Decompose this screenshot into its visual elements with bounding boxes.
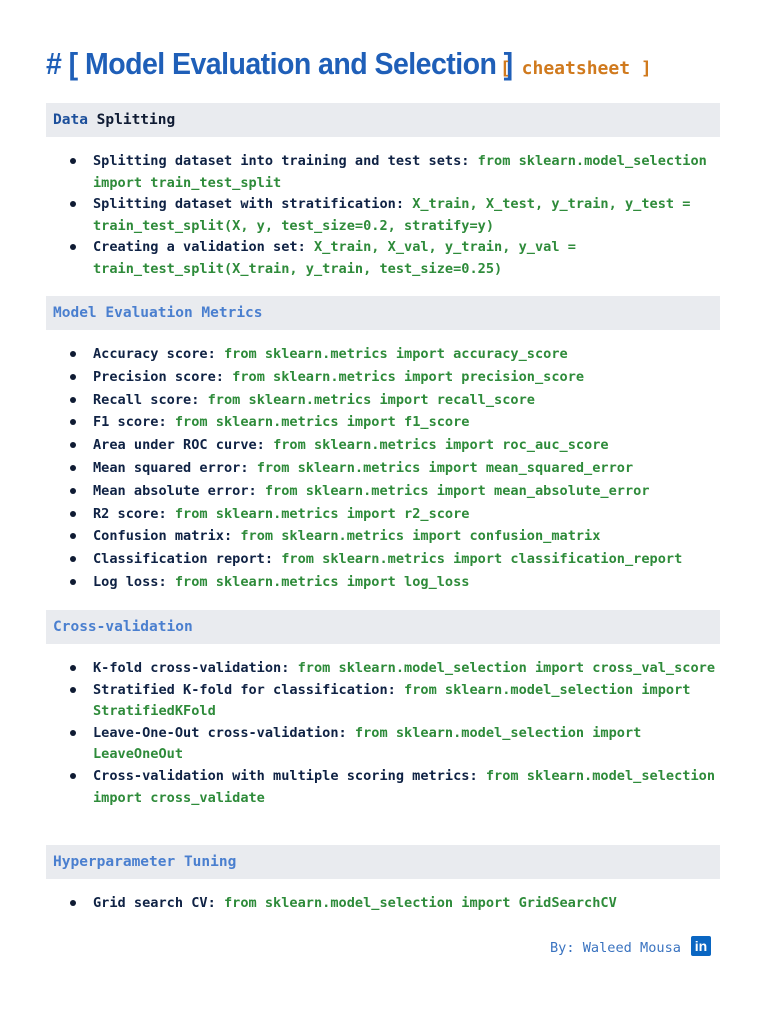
item-label: Splitting dataset into training and test sets: bbox=[93, 153, 470, 169]
bullet-icon bbox=[70, 442, 76, 448]
item-code: from sklearn.metrics import classification_report bbox=[281, 551, 683, 568]
list-item bbox=[0, 194, 768, 237]
section-heading: Model Evaluation Metrics bbox=[53, 305, 263, 321]
list-item bbox=[0, 389, 768, 412]
page-title: # [ Model Evaluation and Selection ] bbox=[46, 46, 513, 81]
item-code: X_train, X_val, y_train, y_val = train_test_split(X_train, y_train, test_size=0.25) bbox=[93, 239, 576, 277]
item-code: from sklearn.metrics import mean_absolute_error bbox=[264, 482, 650, 499]
bullet-icon bbox=[70, 900, 76, 906]
list-item bbox=[0, 237, 768, 280]
bullet-icon bbox=[70, 201, 76, 207]
item-label: Splitting dataset with stratification: bbox=[93, 196, 404, 213]
bullet-icon bbox=[70, 511, 76, 517]
list-item bbox=[0, 151, 768, 194]
bullet-icon bbox=[70, 374, 76, 380]
item-code: from sklearn.model_selection import GridSearchCV bbox=[223, 895, 617, 911]
metrics-list bbox=[0, 343, 768, 594]
section-heading-first-word: Data bbox=[53, 112, 88, 128]
item-label: Leave-One-Out cross-validation: bbox=[93, 724, 347, 741]
list-item bbox=[0, 343, 768, 366]
list-item bbox=[0, 548, 768, 571]
item-label: F1 score: bbox=[93, 414, 167, 431]
list-item bbox=[0, 766, 768, 809]
item-label: Confusion matrix: bbox=[93, 528, 233, 545]
author-credit: By: Waleed Mousa bbox=[550, 940, 681, 956]
cross-validation-list bbox=[0, 658, 768, 809]
bullet-icon bbox=[70, 465, 76, 471]
item-code: from sklearn.metrics import precision_score bbox=[232, 368, 585, 385]
list-item bbox=[0, 658, 768, 680]
list-item bbox=[0, 480, 768, 503]
list-item bbox=[0, 366, 768, 389]
item-label: K-fold cross-validation: bbox=[93, 660, 290, 676]
item-code: from sklearn.metrics import confusion_matrix bbox=[240, 528, 601, 545]
bullet-icon bbox=[70, 730, 76, 736]
item-code: from sklearn.model_selection import cross_val_score bbox=[297, 660, 715, 676]
item-code: from sklearn.metrics import recall_score bbox=[207, 391, 535, 408]
item-label: Grid search CV: bbox=[93, 895, 216, 911]
data-splitting-list bbox=[0, 151, 768, 281]
bullet-icon bbox=[70, 533, 76, 539]
item-label: Cross-validation with multiple scoring metrics: bbox=[93, 767, 478, 784]
section-heading-data-splitting bbox=[46, 103, 720, 137]
item-code: X_train, X_test, y_train, y_test = train_test_split(X, y, test_size=0.2, stratify=y) bbox=[93, 196, 691, 234]
item-code: from sklearn.metrics import r2_score bbox=[174, 505, 470, 522]
item-label: Precision score: bbox=[93, 368, 224, 385]
item-code: from sklearn.metrics import f1_score bbox=[174, 414, 470, 431]
list-item bbox=[0, 893, 768, 915]
item-code: from sklearn.metrics import log_loss bbox=[174, 573, 470, 590]
section-heading: Cross-validation bbox=[53, 619, 193, 635]
list-item bbox=[0, 571, 768, 594]
section-heading-rest: Splitting bbox=[87, 112, 176, 128]
list-item bbox=[0, 434, 768, 457]
bullet-icon bbox=[70, 488, 76, 494]
item-label: Stratified K-fold for classification: bbox=[93, 681, 396, 698]
item-code: from sklearn.metrics import roc_auc_score bbox=[273, 437, 609, 454]
bullet-icon bbox=[70, 579, 76, 585]
page-subtitle: [ cheatsheet ] bbox=[500, 58, 652, 79]
bullet-icon bbox=[70, 556, 76, 562]
list-item bbox=[0, 457, 768, 480]
item-code: from sklearn.model_selection import train_test_split bbox=[93, 153, 707, 191]
linkedin-icon[interactable]: in bbox=[691, 936, 711, 956]
bullet-icon bbox=[70, 687, 76, 693]
bullet-icon bbox=[70, 665, 76, 671]
item-label: Area under ROC curve: bbox=[93, 437, 265, 454]
bullet-icon bbox=[70, 244, 76, 250]
item-code: from sklearn.model_selection import LeaveOneOut bbox=[93, 724, 642, 763]
list-item bbox=[0, 680, 768, 723]
bullet-icon bbox=[70, 773, 76, 779]
item-label: Log loss: bbox=[93, 573, 167, 590]
section-heading-hyperparameter-tuning bbox=[46, 845, 720, 879]
section-heading: Hyperparameter Tuning bbox=[53, 854, 237, 870]
item-label: Creating a validation set: bbox=[93, 239, 306, 256]
page-title-block bbox=[46, 46, 652, 82]
list-item bbox=[0, 503, 768, 526]
item-label: Mean absolute error: bbox=[93, 482, 257, 499]
item-code: from sklearn.metrics import mean_squared_error bbox=[256, 459, 634, 476]
item-label: Classification report: bbox=[93, 551, 274, 568]
list-item bbox=[0, 723, 768, 766]
item-code: from sklearn.metrics import accuracy_score bbox=[223, 346, 568, 362]
item-label: Mean squared error: bbox=[93, 459, 249, 476]
footer bbox=[550, 938, 711, 958]
list-item bbox=[0, 525, 768, 548]
item-code: from sklearn.model_selection import cross_validate bbox=[93, 767, 715, 806]
list-item bbox=[0, 411, 768, 434]
bullet-icon bbox=[70, 419, 76, 425]
item-label: Recall score: bbox=[93, 391, 200, 408]
bullet-icon bbox=[70, 397, 76, 403]
item-code: from sklearn.model_selection import StratifiedKFold bbox=[93, 681, 691, 720]
item-label: R2 score: bbox=[93, 505, 167, 522]
item-label: Accuracy score: bbox=[93, 346, 216, 362]
section-heading-model-evaluation-metrics bbox=[46, 296, 720, 330]
hyperparameter-tuning-list bbox=[0, 893, 768, 915]
bullet-icon bbox=[70, 158, 76, 164]
bullet-icon bbox=[70, 351, 76, 357]
section-heading-cross-validation bbox=[46, 610, 720, 644]
